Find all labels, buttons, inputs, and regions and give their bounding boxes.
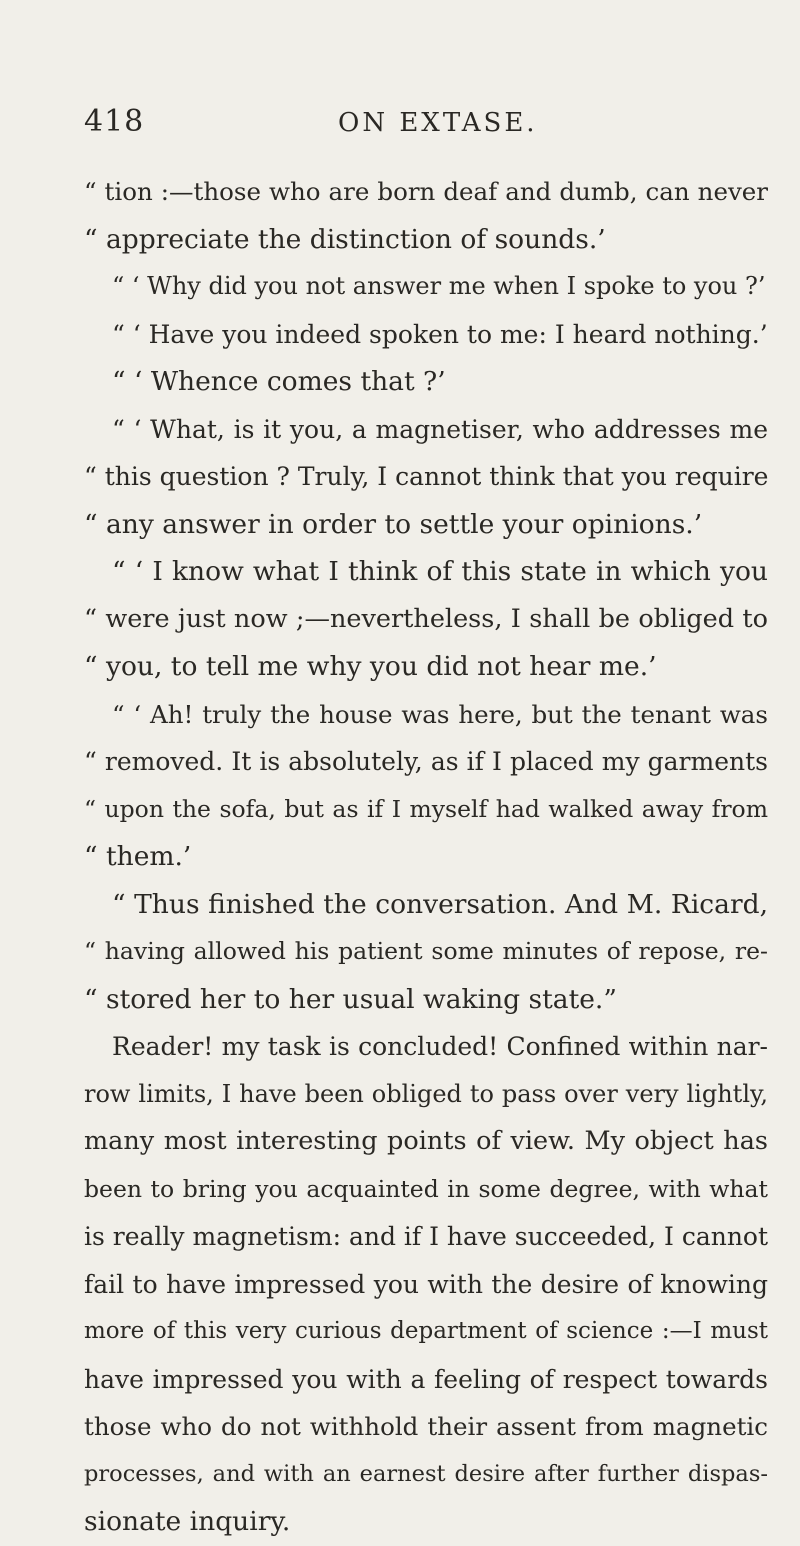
text-line: “ ‘ Have you indeed spoken to me: I heard nothing.’ — [112, 319, 768, 349]
body-text — [84, 168, 768, 1546]
text-line: fail to have impressed you with the desire of knowing — [84, 1269, 768, 1299]
text-line: have impressed you with a feeling of respect towards — [84, 1364, 768, 1394]
text-line: those who do not withhold their assent from magnetic — [84, 1412, 768, 1441]
text-line: “ them.’ — [84, 841, 192, 872]
text-line: “ ‘ What, is it you, a magnetiser, who addresses me — [112, 414, 768, 444]
text-line: Reader! my task is concluded! Confined within nar- — [112, 1032, 768, 1061]
text-line: “ ‘ I know what I think of this state in which you — [112, 556, 768, 587]
page-header — [84, 104, 764, 144]
text-line: row limits, I have been obliged to pass over very lightly, — [84, 1079, 768, 1108]
text-line: “ appreciate the distinction of sounds.’ — [84, 223, 606, 255]
text-line: “ removed. It is absolutely, as if I placed my garments — [84, 747, 768, 776]
text-line: “ tion :—those who are born deaf and dumb, can never — [84, 177, 768, 206]
text-line: been to bring you acquainted in some degree, with what — [84, 1174, 768, 1203]
text-line: processes, and with an earnest desire after further dispas- — [84, 1460, 768, 1487]
text-line: “ Thus finished the conversation. And M. Ricard, — [112, 888, 768, 920]
page-number: 418 — [84, 104, 145, 139]
text-line: “ any answer in order to settle your opinions.’ — [84, 508, 703, 540]
text-line: “ upon the sofa, but as if I myself had walked away from — [84, 794, 768, 823]
text-line: more of this very curious department of science :—I must — [84, 1318, 768, 1344]
text-line: “ were just now ;—nevertheless, I shall be obliged to — [84, 603, 768, 634]
text-line: “ having allowed his patient some minutes of repose, re- — [84, 937, 768, 965]
text-line: “ stored her to her usual waking state.” — [84, 983, 617, 1015]
text-line: is really magnetism: and if I have succeeded, I cannot — [84, 1222, 769, 1251]
text-line: “ ‘ Why did you not answer me when I spoke to you ?’ — [112, 272, 766, 300]
text-line: “ ‘ Ah! truly the house was here, but the tenant was — [112, 699, 768, 729]
running-head: ON EXTASE. — [338, 108, 538, 138]
text-line: “ ‘ Whence comes that ?’ — [112, 366, 446, 397]
text-line: many most interesting points of view. My object has — [84, 1126, 768, 1156]
text-line: sionate inquiry. — [84, 1506, 291, 1537]
text-line: “ you, to tell me why you did not hear me.’ — [84, 651, 657, 682]
text-line: “ this question ? Truly, I cannot think that you require — [84, 462, 769, 491]
